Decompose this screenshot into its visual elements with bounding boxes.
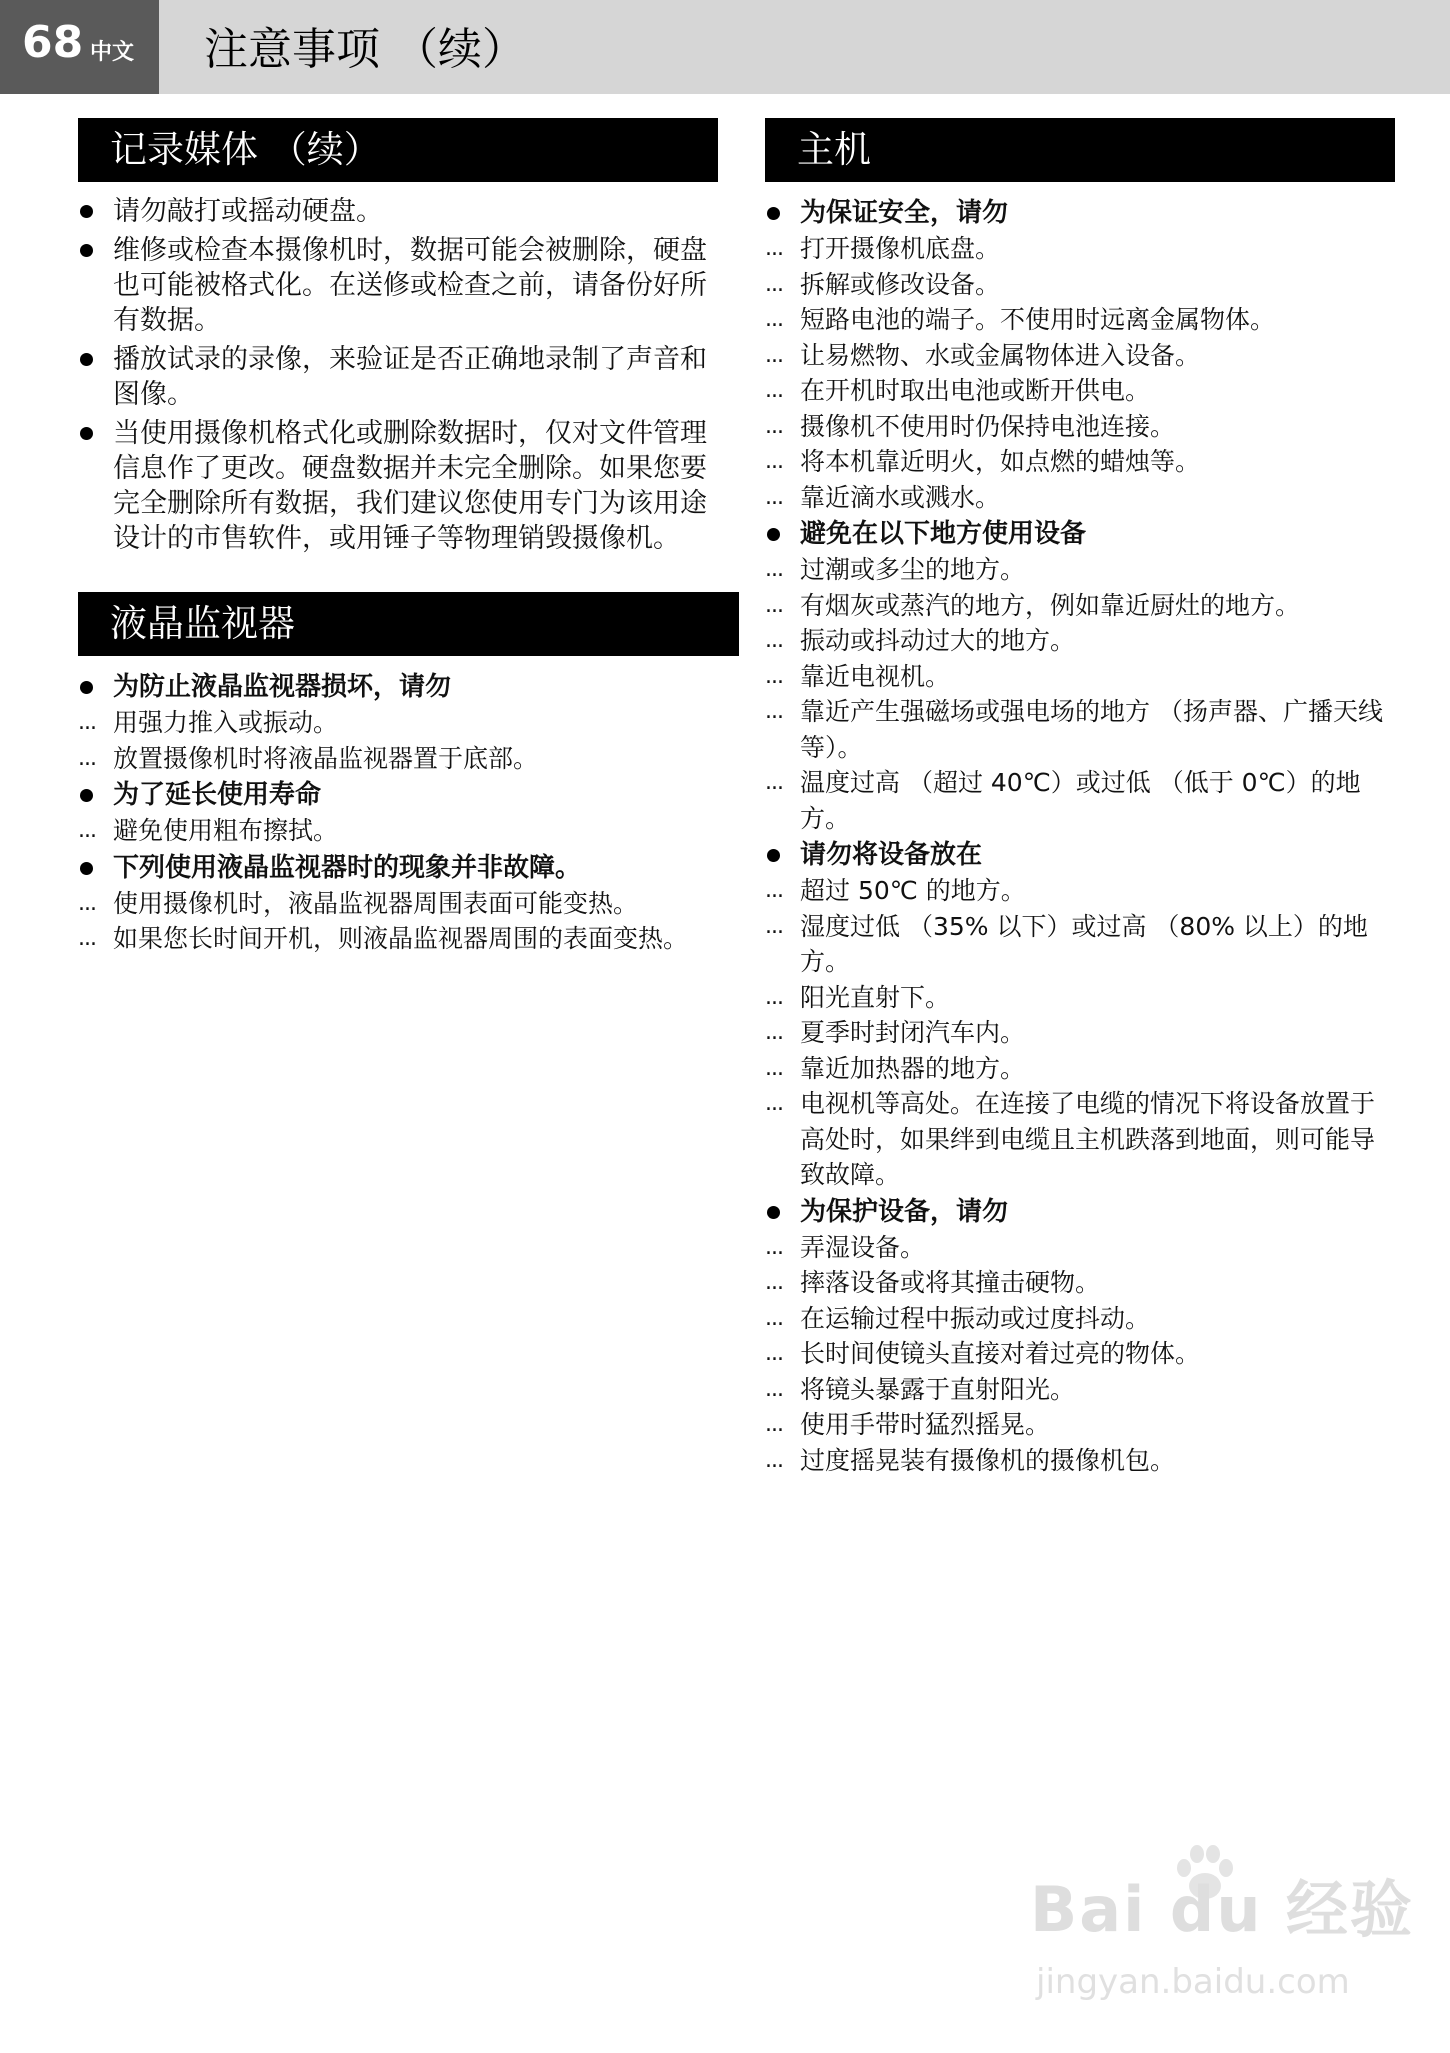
- list-item: ... 阳光直射下。: [765, 980, 1395, 1016]
- ellipsis-icon: ...: [765, 413, 783, 439]
- list-item: ... 靠近滴水或溅水。: [765, 480, 1395, 516]
- bullet-dot-icon: [80, 427, 93, 440]
- bullet-dot-icon: [80, 862, 93, 875]
- list-item: ... 电视机等高处。在连接了电缆的情况下将设备放置于高处时，如果绊到电缆且主机跌落到地面，则可能导致故障。: [765, 1086, 1395, 1193]
- group-heading: 为保护设备，请勿: [765, 1195, 1395, 1230]
- ellipsis-icon: ...: [765, 1341, 783, 1366]
- list-item: ... 如果您长时间开机，则液晶监视器周围的表面变热。: [78, 921, 718, 957]
- list-item: ... 弄湿设备。: [765, 1230, 1395, 1266]
- page-title: 注意事项 （续）: [204, 24, 526, 75]
- bullet-dot-icon: [767, 849, 780, 862]
- ellipsis-icon: ...: [765, 1305, 783, 1331]
- ellipsis-icon: ...: [765, 663, 783, 689]
- ellipsis-icon: ...: [765, 557, 783, 582]
- list-item: ... 过潮或多尘的地方。: [765, 552, 1395, 588]
- list-item: ... 过度摇晃装有摄像机的摄像机包。: [765, 1443, 1395, 1479]
- group-heading: 为防止液晶监视器损坏，请勿: [78, 670, 718, 705]
- ellipsis-icon: ...: [78, 890, 96, 916]
- list-item: ... 摄像机不使用时仍保持电池连接。: [765, 409, 1395, 445]
- list-item: 请勿敲打或摇动硬盘。: [78, 194, 718, 229]
- list-item: ... 将本机靠近明火，如点燃的蜡烛等。: [765, 444, 1395, 480]
- list-item: 维修或检查本摄像机时，数据可能会被删除，硬盘也可能被格式化。在送修或检查之前，请备份好所有数据。: [78, 233, 718, 338]
- list-item: ... 在运输过程中振动或过度抖动。: [765, 1301, 1395, 1337]
- list-item: ... 避免使用粗布擦拭。: [78, 813, 718, 849]
- ellipsis-icon: ...: [765, 307, 783, 332]
- watermark-brand: Bai du 经验: [1030, 1873, 1415, 1946]
- recording-media-list: [78, 182, 718, 556]
- main-unit-list: [765, 182, 1395, 1478]
- ellipsis-icon: ...: [765, 1091, 783, 1116]
- ellipsis-icon: ...: [765, 592, 783, 618]
- section-title-recording-media: 记录媒体 （续）: [78, 118, 718, 182]
- ellipsis-icon: ...: [765, 1412, 783, 1437]
- ellipsis-icon: ...: [765, 1234, 783, 1260]
- watermark: [1030, 1870, 1415, 2020]
- ellipsis-icon: ...: [765, 1270, 783, 1295]
- lcd-monitor-list: [78, 656, 718, 957]
- ellipsis-icon: ...: [765, 484, 783, 510]
- right-column: [765, 118, 1395, 1478]
- section-title-main-unit: 主机: [765, 118, 1395, 182]
- ellipsis-icon: ...: [765, 699, 783, 724]
- list-item: ... 摔落设备或将其撞击硬物。: [765, 1265, 1395, 1301]
- watermark-url: jingyan.baidu.com: [1036, 1962, 1350, 2002]
- ellipsis-icon: ...: [765, 378, 783, 403]
- bullet-dot-icon: [767, 528, 780, 541]
- ellipsis-icon: ...: [765, 984, 783, 1010]
- list-item: ... 放置摄像机时将液晶监视器置于底部。: [78, 741, 718, 777]
- list-item: ... 靠近电视机。: [765, 659, 1395, 695]
- list-item: ... 夏季时封闭汽车内。: [765, 1015, 1395, 1051]
- ellipsis-icon: ...: [765, 1447, 783, 1473]
- group-heading: 避免在以下地方使用设备: [765, 517, 1395, 552]
- page-number: 68: [22, 17, 84, 68]
- ellipsis-icon: ...: [765, 628, 783, 653]
- ellipsis-icon: ...: [78, 818, 96, 843]
- list-item: ... 使用手带时猛烈摇晃。: [765, 1407, 1395, 1443]
- ellipsis-icon: ...: [765, 236, 783, 261]
- list-item: ... 振动或抖动过大的地方。: [765, 623, 1395, 659]
- list-item: ... 拆解或修改设备。: [765, 267, 1395, 303]
- list-item: ... 在开机时取出电池或断开供电。: [765, 373, 1395, 409]
- list-item: ... 使用摄像机时，液晶监视器周围表面可能变热。: [78, 886, 718, 922]
- bullet-dot-icon: [767, 207, 780, 220]
- ellipsis-icon: ...: [78, 710, 96, 735]
- list-item: ... 长时间使镜头直接对着过亮的物体。: [765, 1336, 1395, 1372]
- list-item: ... 短路电池的端子。不使用时远离金属物体。: [765, 302, 1395, 338]
- bullet-dot-icon: [80, 789, 93, 802]
- bullet-dot-icon: [80, 244, 93, 257]
- group-heading: 下列使用液晶监视器时的现象并非故障。: [78, 851, 718, 886]
- list-item: 当使用摄像机格式化或删除数据时，仅对文件管理信息作了更改。硬盘数据并未完全删除。如果您要完全删除所有数据，我们建议您使用专门为该用途设计的市售软件，或用锤子等物理销毁摄像机。: [78, 416, 718, 556]
- ellipsis-icon: ...: [765, 770, 783, 795]
- group-heading: 为保证安全，请勿: [765, 196, 1395, 231]
- bullet-dot-icon: [80, 205, 93, 218]
- bullet-dot-icon: [80, 353, 93, 366]
- list-item: ... 靠近产生强磁场或强电场的地方 （扬声器、广播天线等）。: [765, 694, 1395, 765]
- list-item: ... 温度过高 （超过 40℃）或过低 （低于 0℃）的地方。: [765, 765, 1395, 836]
- list-item: ... 湿度过低 （35% 以下）或过高 （80% 以上）的地方。: [765, 909, 1395, 980]
- group-heading: 为了延长使用寿命: [78, 778, 718, 813]
- list-item: ... 超过 50℃ 的地方。: [765, 873, 1395, 909]
- ellipsis-icon: ...: [765, 1055, 783, 1081]
- section-title-lcd-monitor: 液晶监视器: [78, 592, 739, 656]
- list-item: ... 打开摄像机底盘。: [765, 231, 1395, 267]
- page-language: 中文: [90, 40, 135, 65]
- ellipsis-icon: ...: [765, 1376, 783, 1402]
- list-item: ... 让易燃物、水或金属物体进入设备。: [765, 338, 1395, 374]
- ellipsis-icon: ...: [765, 271, 783, 297]
- group-heading: 请勿将设备放在: [765, 838, 1395, 873]
- list-item: ... 靠近加热器的地方。: [765, 1051, 1395, 1087]
- page-tab: [0, 0, 159, 94]
- list-item: ... 用强力推入或振动。: [78, 705, 718, 741]
- ellipsis-icon: ...: [765, 1020, 783, 1045]
- bullet-dot-icon: [80, 681, 93, 694]
- ellipsis-icon: ...: [765, 449, 783, 474]
- ellipsis-icon: ...: [765, 913, 783, 939]
- ellipsis-icon: ...: [765, 878, 783, 903]
- left-column: [78, 118, 718, 957]
- ellipsis-icon: ...: [78, 926, 96, 951]
- list-item: ... 将镜头暴露于直射阳光。: [765, 1372, 1395, 1408]
- ellipsis-icon: ...: [78, 745, 96, 771]
- ellipsis-icon: ...: [765, 342, 783, 368]
- bullet-dot-icon: [767, 1206, 780, 1219]
- list-item: ... 有烟灰或蒸汽的地方，例如靠近厨灶的地方。: [765, 588, 1395, 624]
- list-item: 播放试录的录像，来验证是否正确地录制了声音和图像。: [78, 342, 718, 412]
